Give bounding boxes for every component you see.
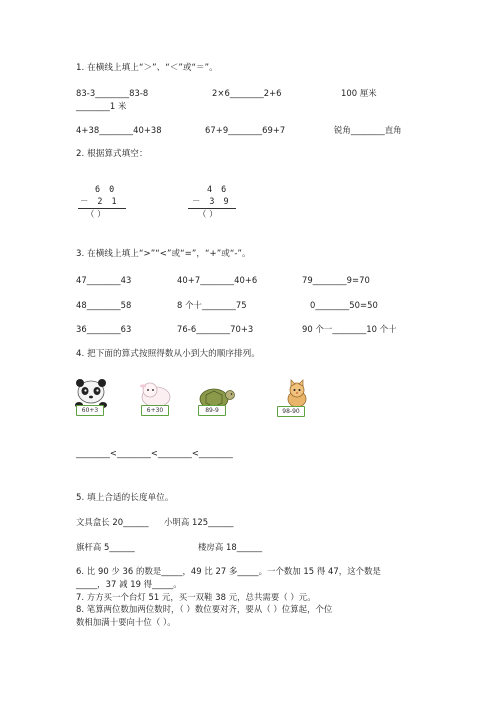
cat-icon — [282, 379, 312, 409]
q3-r2-c1: 48________58 — [76, 300, 132, 310]
q3-r1-c1: 47________43 — [76, 275, 132, 285]
q3-r1-c2: 40+7________40+6 — [177, 275, 258, 285]
calc1-bottom: － 2 1 — [80, 196, 119, 206]
calc2-bottom: － 3 9 — [192, 196, 231, 206]
q5-title: 5. 填上合适的长度单位。 — [76, 493, 174, 503]
q3-title: 3. 在横线上填上“>”“<”或“=”，“+”或“-”。 — [76, 249, 251, 259]
q3-r3-c2: 76-6________70+3 — [177, 324, 254, 334]
q3-r3-c1: 36________63 — [76, 324, 132, 334]
calc1-result: （ ） — [86, 209, 106, 219]
q1-item-1: 83-3________83-8 — [76, 88, 149, 98]
q5-item-1: 文具盒长 20______ — [76, 517, 149, 527]
q3-r1-c3: 79________9=70 — [302, 275, 370, 285]
q3-r3-c3: 90 个一________10 个十 — [302, 324, 397, 334]
q6-line-1: 6. 比 90 少 36 的数是_____，49 比 27 多_____。一个数加 15 得 47，这个数是 — [76, 566, 381, 576]
q5-item-4: 楼房高 18______ — [198, 542, 263, 552]
q4-order-line: ________<________<________<________ — [76, 448, 233, 458]
q8-line-2: 数相加满十要向十位（ ）。 — [76, 617, 176, 627]
q1-title: 1. 在横线上填上“＞”、“＜”或“＝”。 — [76, 63, 218, 73]
q1-item-5: 67+9________69+7 — [205, 125, 286, 135]
q2-title: 2. 根据算式填空： — [76, 149, 148, 159]
q5-item-2: 小明高 125______ — [164, 517, 234, 527]
calc1-top: 6 0 — [95, 184, 117, 194]
card-60-plus-3: 60+3 — [76, 405, 104, 416]
card-89-minus-9: 89-9 — [198, 405, 226, 416]
q1-item-3-cont: ________1 米 — [76, 101, 127, 111]
card-98-minus-90: 98-90 — [277, 406, 305, 417]
q1-item-6: 锐角________直角 — [334, 125, 402, 135]
q8-line-1: 8. 笔算两位数加两位数时，（ ）数位要对齐，要从（ ）位算起，个位 — [76, 604, 333, 614]
q7-line: 7. 方方买一个台灯 51 元，买一双鞋 38 元，总共需要（ ）元。 — [76, 592, 316, 602]
q3-r2-c2: 8 个十________75 — [177, 300, 247, 310]
q1-item-2: 2×6________2+6 — [212, 88, 282, 98]
q6-line-2: _____，37 减 19 得_____。 — [76, 579, 182, 589]
calc2-result: （ ） — [198, 209, 218, 219]
q1-item-4: 4+38________40+38 — [76, 125, 162, 135]
q5-item-3: 旗杆高 5______ — [76, 542, 135, 552]
q4-title: 4. 把下面的算式按照得数从小到大的顺序排列。 — [76, 349, 260, 359]
card-6-plus-30: 6+30 — [141, 405, 169, 416]
q1-item-3: 100 厘米 — [341, 88, 377, 98]
q3-r2-c3: 0________50=50 — [310, 300, 378, 310]
calc2-top: 4 6 — [207, 184, 229, 194]
